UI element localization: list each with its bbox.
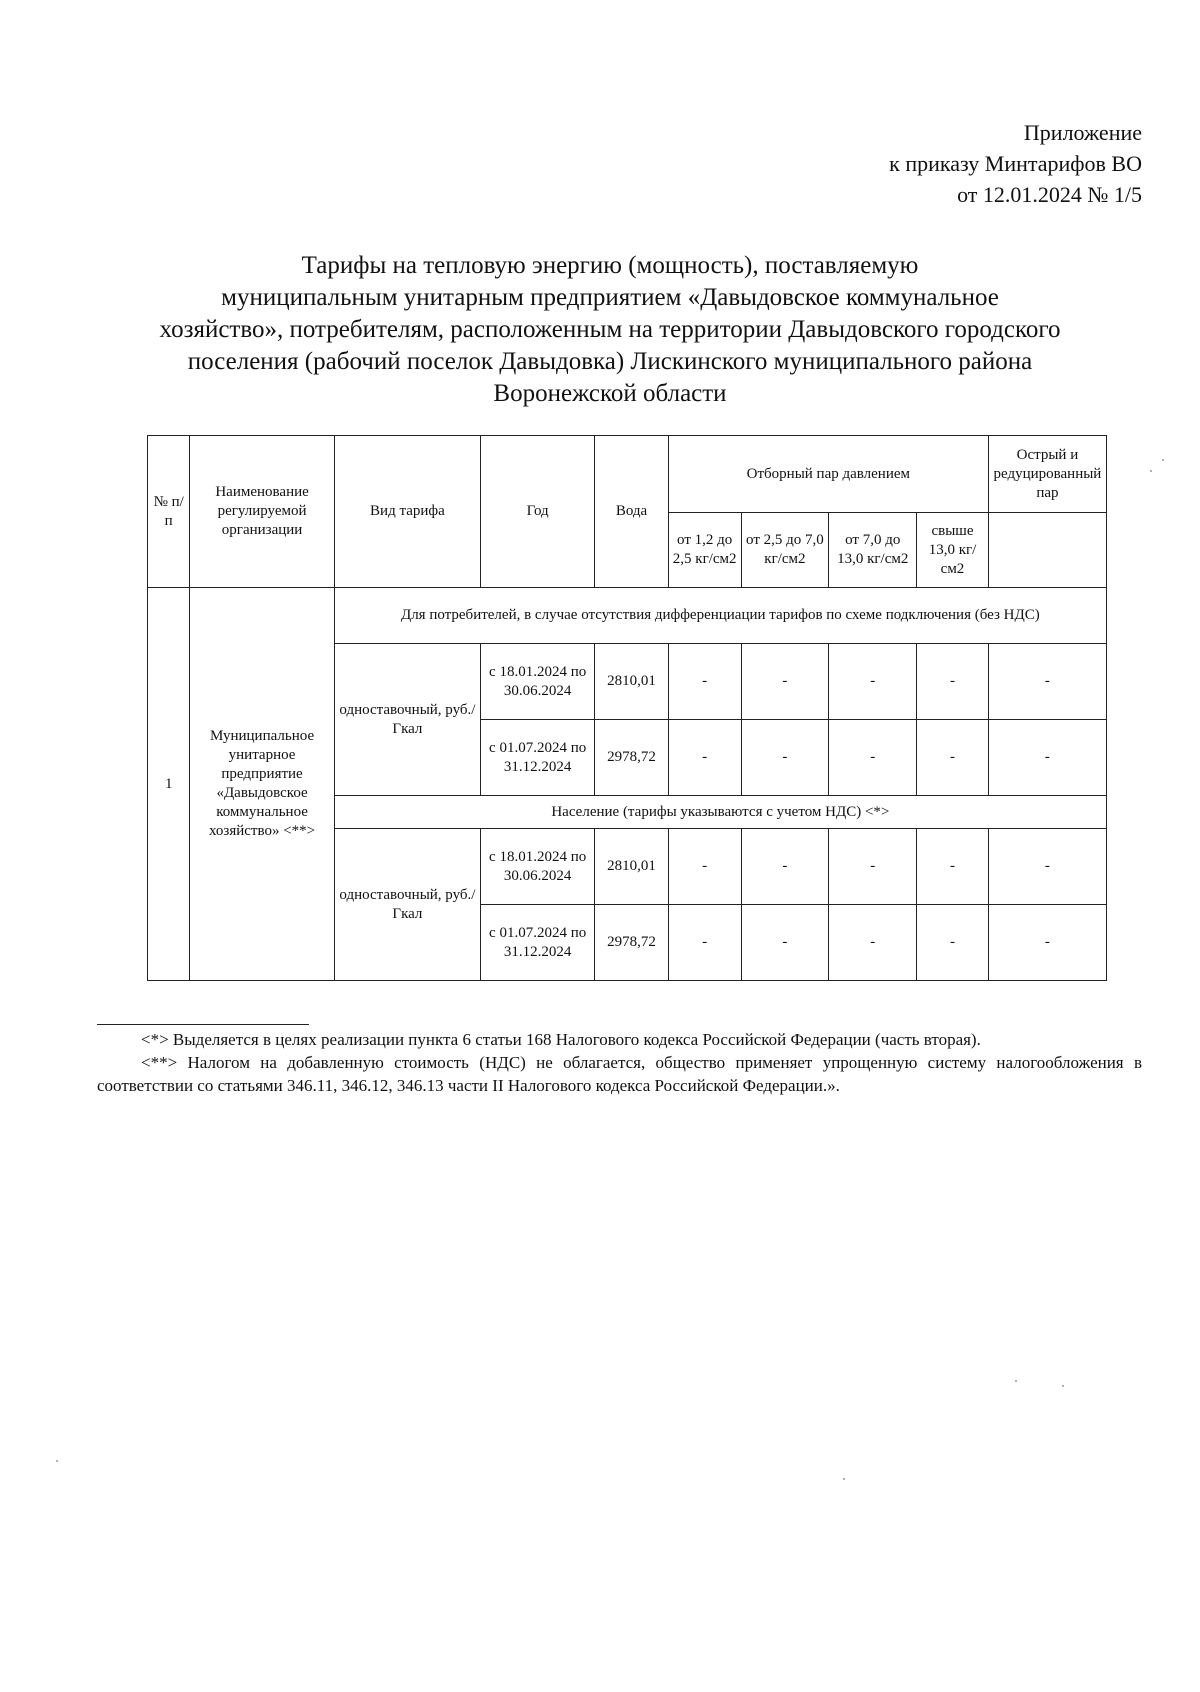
title-line-2: муниципальным унитарным предприятием «Давыдовское коммунальное (221, 284, 999, 311)
appendix-block (889, 117, 1142, 210)
footnote-1: <*> Выделяется в целях реализации пункта 6 статьи 168 Налогового кодекса Российской Федерации (часть вторая). (141, 1030, 981, 1049)
sharp-steam-value: - (988, 829, 1106, 905)
org-name: Муниципальное унитарное предприятие «Давыдовское коммунальное хозяйство» <**> (190, 588, 334, 981)
steam-2-value: - (741, 720, 829, 796)
scan-speck (1015, 1380, 1017, 1382)
section-title: Для потребителей, в случае отсутствия дифференциации тарифов по схеме подключения (без НДС) (334, 588, 1106, 644)
title-line-1: Тарифы на тепловую энергию (мощность), поставляемую (301, 252, 919, 279)
scan-speck (1062, 1385, 1064, 1387)
steam-1-value: - (668, 905, 741, 981)
header-steam-1: от 1,2 до 2,5 кг/см2 (668, 513, 741, 588)
header-steam-3: от 7,0 до 13,0 кг/см2 (829, 513, 917, 588)
footnotes (97, 1028, 1142, 1097)
steam-1-value: - (668, 720, 741, 796)
water-value: 2810,01 (595, 829, 669, 905)
title-line-5: Воронежской области (493, 380, 727, 407)
header-year: Год (481, 436, 595, 588)
water-value: 2810,01 (595, 644, 669, 720)
header-steam-2: от 2,5 до 7,0 кг/см2 (741, 513, 829, 588)
steam-1-value: - (668, 829, 741, 905)
section-row (148, 588, 1107, 644)
period-cell: с 18.01.2024 по 30.06.2024 (481, 644, 595, 720)
steam-4-value: - (917, 720, 989, 796)
tariff-type-cell: одноставочный, руб./Гкал (334, 644, 480, 796)
header-num: № п/п (148, 436, 190, 588)
scan-speck (843, 1478, 845, 1480)
header-steam-4: свыше 13,0 кг/см2 (917, 513, 989, 588)
footnote-divider (97, 1024, 309, 1025)
scan-speck (1162, 459, 1164, 461)
sharp-steam-value: - (988, 644, 1106, 720)
steam-2-value: - (741, 644, 829, 720)
steam-3-value: - (829, 644, 917, 720)
steam-2-value: - (741, 905, 829, 981)
period-cell: с 01.07.2024 по 31.12.2024 (481, 905, 595, 981)
scan-speck (1150, 470, 1152, 472)
appendix-line-2: к приказу Минтарифов ВО (889, 151, 1142, 176)
header-tariff-type: Вид тарифа (334, 436, 480, 588)
footnote-2: <**> Налогом на добавленную стоимость (НДС) не облагается, общество применяет упрощенную систему налогообложения в соответствии со статьями 346.11, 346.12, 346.13 части II Налогового кодекса Российской Федерации.». (97, 1053, 1142, 1095)
appendix-line-1: Приложение (1023, 120, 1142, 145)
steam-3-value: - (829, 829, 917, 905)
header-row-1 (148, 436, 1107, 513)
header-org: Наименование регулируемой организации (190, 436, 334, 588)
document-title (100, 250, 1120, 410)
appendix-line-3: от 12.01.2024 № 1/5 (957, 182, 1142, 207)
row-number: 1 (148, 588, 190, 981)
tariffs-table (147, 435, 1107, 981)
water-value: 2978,72 (595, 905, 669, 981)
steam-3-value: - (829, 720, 917, 796)
title-line-4: поселения (рабочий поселок Давыдовка) Лискинского муниципального района (187, 348, 1033, 375)
steam-3-value: - (829, 905, 917, 981)
sharp-steam-value: - (988, 905, 1106, 981)
steam-4-value: - (917, 829, 989, 905)
header-water: Вода (595, 436, 669, 588)
steam-4-value: - (917, 644, 989, 720)
sharp-steam-value: - (988, 720, 1106, 796)
steam-2-value: - (741, 829, 829, 905)
period-cell: с 01.07.2024 по 31.12.2024 (481, 720, 595, 796)
section-title: Население (тарифы указываются с учетом НДС) <*> (334, 796, 1106, 829)
scan-speck (56, 1460, 58, 1462)
tariff-type-cell: одноставочный, руб./Гкал (334, 829, 480, 981)
water-value: 2978,72 (595, 720, 669, 796)
period-cell: с 18.01.2024 по 30.06.2024 (481, 829, 595, 905)
header-sharp-steam: Острый и редуцированный пар (988, 436, 1106, 513)
title-line-3: хозяйство», потребителям, расположенным на территории Давыдовского городского (159, 316, 1061, 343)
steam-4-value: - (917, 905, 989, 981)
header-steam-group: Отборный пар давлением (668, 436, 988, 513)
steam-1-value: - (668, 644, 741, 720)
header-sharp-empty (988, 513, 1106, 588)
